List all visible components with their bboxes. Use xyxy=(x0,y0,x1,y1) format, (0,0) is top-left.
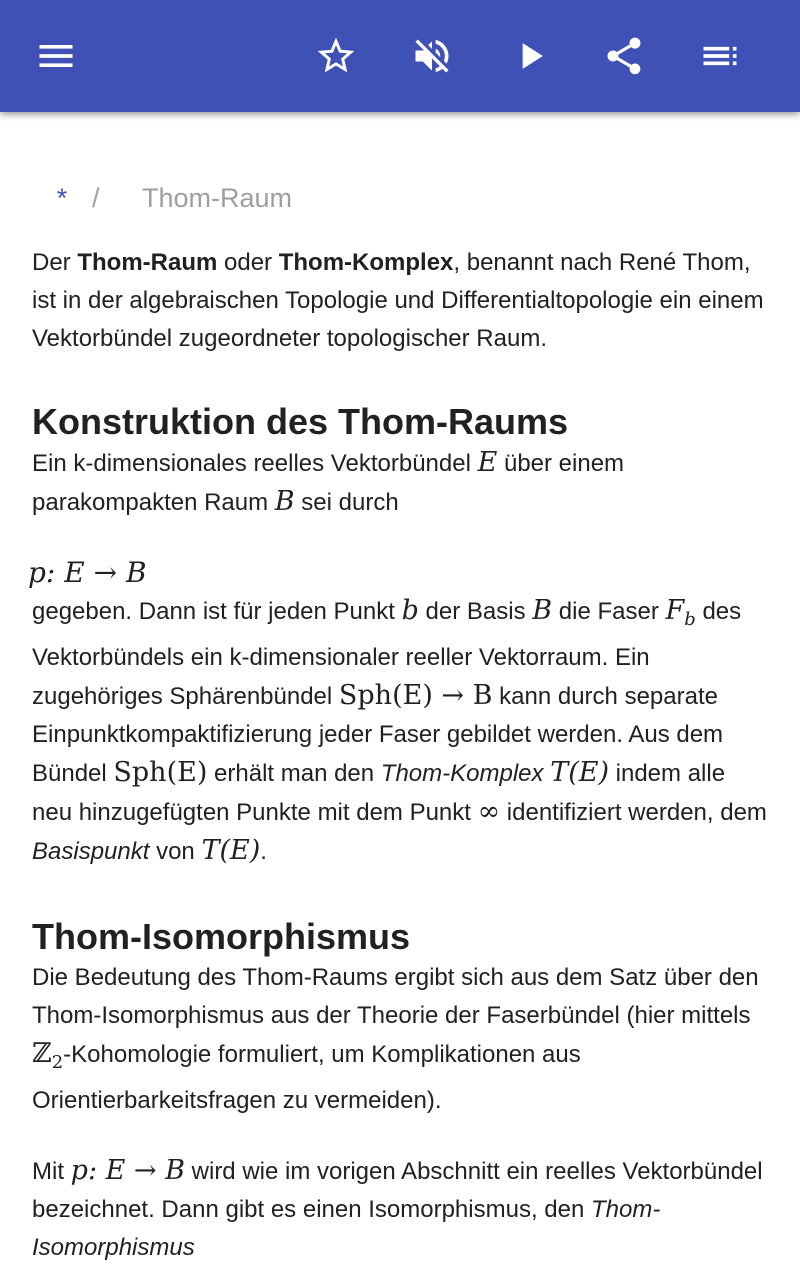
play-icon[interactable] xyxy=(502,28,558,84)
playlist-icon[interactable] xyxy=(692,28,748,84)
isomorphism-paragraph-1: Die Bedeutung des Thom-Raums ergibt sich aus dem Satz über den Thom-Isomorphismus aus der Theorie der Faserbündel (hier mittels ℤ$_2$-Kohomologie formuliert, um Komplikationen aus Orientierbarkeitsfragen zu vermeiden). xyxy=(32,963,759,1114)
breadcrumb-current: Thom-Raum xyxy=(142,183,293,213)
article xyxy=(28,170,768,1267)
breadcrumb-root-link[interactable]: * xyxy=(56,183,68,213)
section-heading-construction: Konstruktion des Thom-Raums xyxy=(32,401,569,442)
isomorphism-paragraph-2: Mit p: E → B wird wie im vorigen Abschnitt ein reelles Vektorbündel bezeichnet. Dann gibt es einen Isomorphismus, den Thom-Isomorphismus xyxy=(32,1154,763,1261)
volume-off-icon[interactable] xyxy=(404,28,460,84)
construction-paragraph-1: Ein k-dimensionales reelles Vektorbündel E über einem parakompakten Raum B sei durch xyxy=(32,447,625,517)
section-heading-isomorphism: Thom-Isomorphismus xyxy=(32,915,411,957)
intro-paragraph: Der Thom-Raum oder Thom-Komplex, benannt nach René Thom, ist in der algebraischen Topologie und Differentialtopologie ein einem Vektorbündel zugeordneter topologischer Raum. xyxy=(32,249,764,352)
breadcrumb xyxy=(32,170,768,226)
app-bar xyxy=(0,0,800,112)
formula-bundle-map: p: E → B xyxy=(28,556,147,589)
breadcrumb-separator: / xyxy=(92,183,100,213)
construction-paragraph-2: gegeben. Dann ist für jeden Punkt b der Basis B die Faser $F_b$ des Vektorbündels ein k-dimensionaler reeller Vektorraum. Ein zugehöriges Sphärenbündel Sph(E) → B kann durch separate Einpunktkompaktifizierung jeder Faser gebildet werden. Aus dem Bündel Sph(E) erhält man den Thom-Komplex T(E) indem alle neu hinzugefügten Punkte mit dem Punkt ∞ identifiziert werden, dem Basispunkt von T(E). xyxy=(32,595,767,866)
star-icon[interactable] xyxy=(308,28,364,84)
share-icon[interactable] xyxy=(596,28,652,84)
menu-icon[interactable] xyxy=(28,28,84,84)
